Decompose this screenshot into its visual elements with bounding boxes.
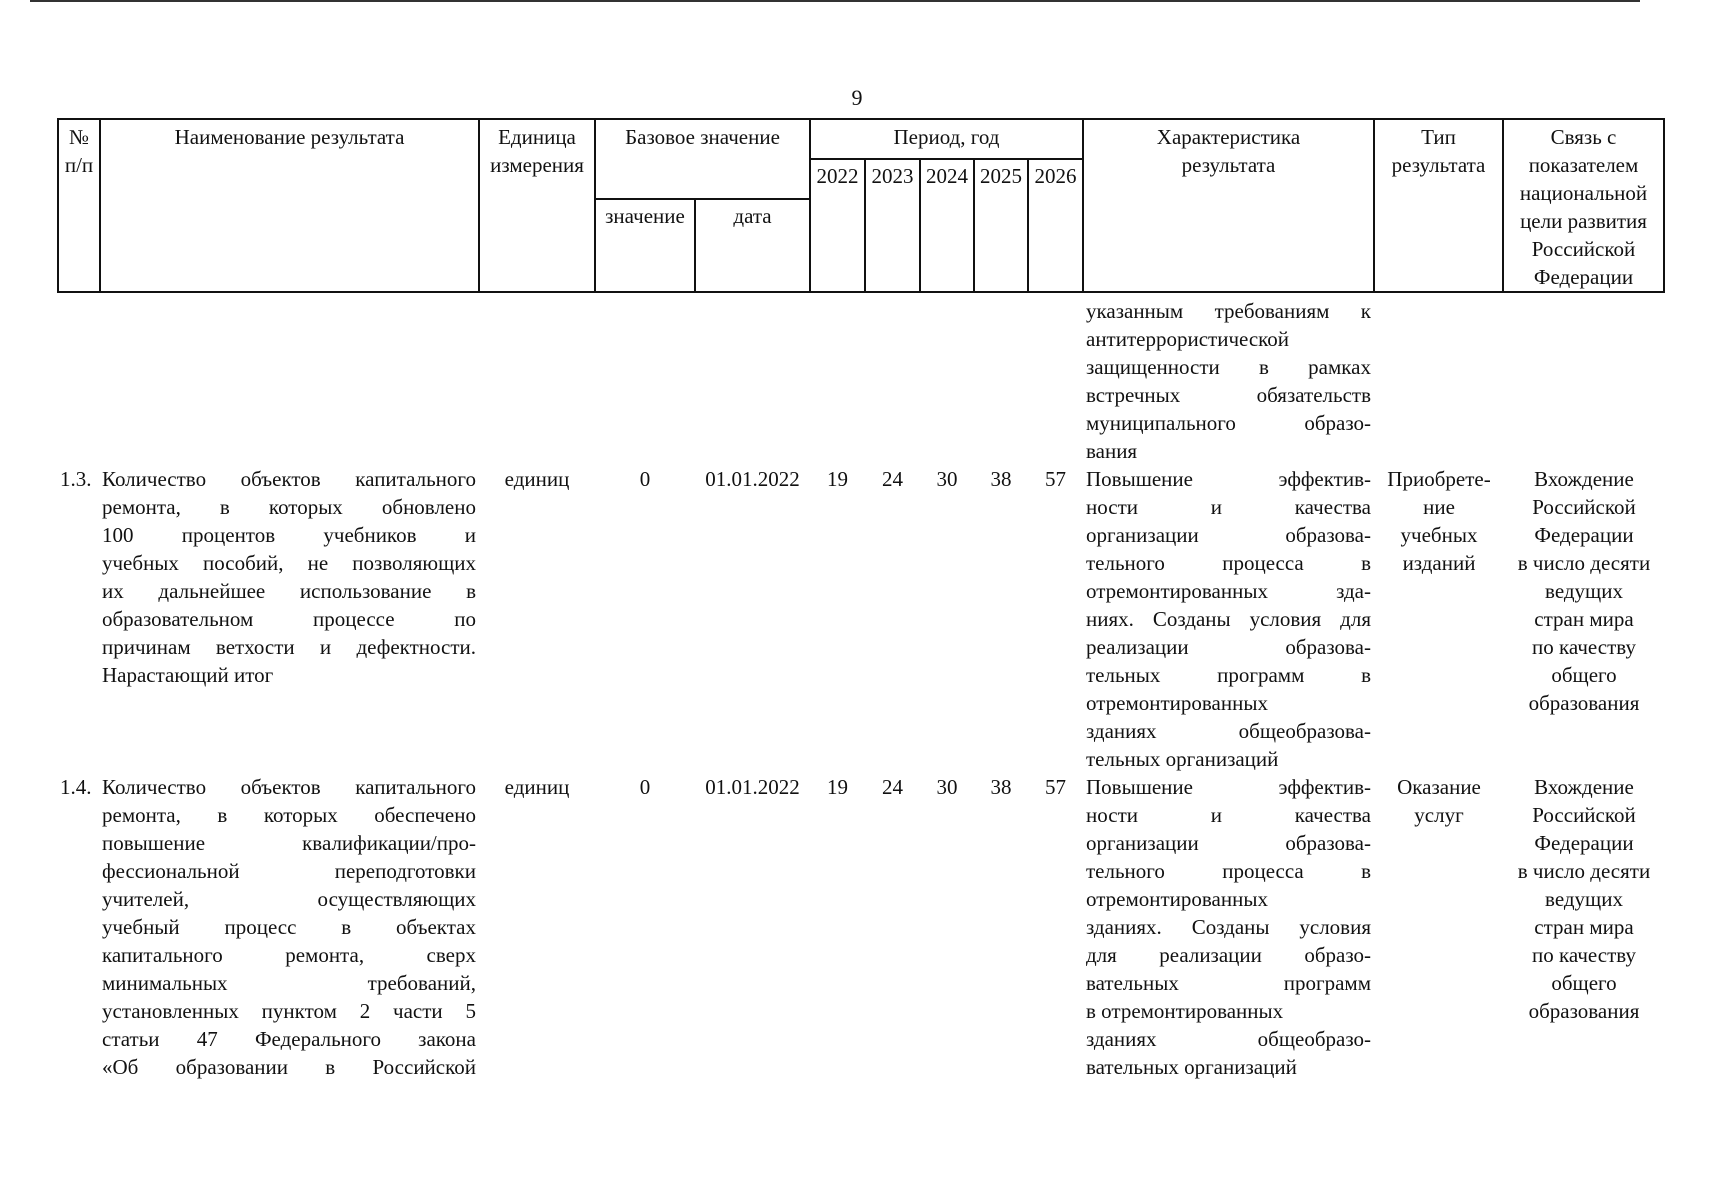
continuation-characteristic: указанным требованиям к антитеррористической защищенности в рамках встречных обязательств муниципального образо- вания xyxy=(1086,299,1371,463)
row-year-value: 24 xyxy=(882,467,903,491)
header-year: 2023 xyxy=(871,164,914,188)
row-name: Количество объектов капитального ремонта, в которых обеспечено повышение квалификации/про- фессиональной переподготовки учителей, осуществляющих учебный процесс в объектах капитального ремонта, сверх минимальных требований, установленных пунктом 2 части 5 статьи 47 Федерального закона «Об образовании в Российской xyxy=(102,775,476,1079)
header-base-date: дата xyxy=(733,204,772,228)
row-characteristic: Повышение эффектив- ности и качества организации образова- тельного процесса в отремонтированных зданиях. Созданы условия для реализации образо- вательных программ в отремонтированных зданиях общеобразо- вательных организаций xyxy=(1086,775,1371,1079)
header-characteristic: Характеристика результата xyxy=(1156,125,1301,177)
header-period: Период, год xyxy=(893,125,1000,149)
header-base-value: значение xyxy=(605,204,685,228)
row-base-value: 0 xyxy=(639,467,651,491)
page-number: 9 xyxy=(851,85,863,110)
header-top-border xyxy=(57,118,1664,120)
header-year: 2022 xyxy=(816,164,859,188)
row-year-value: 38 xyxy=(990,467,1012,491)
row-unit: единиц xyxy=(504,775,570,799)
row-year-value: 38 xyxy=(990,775,1012,799)
row-year-value: 19 xyxy=(827,775,848,799)
header-type: Тип результата xyxy=(1391,125,1486,177)
header-base: Базовое значение xyxy=(625,125,780,149)
row-link: Вхождение Российской Федерации в число десяти ведущих стран мира по качеству общего образования xyxy=(1517,467,1651,715)
header-link: Связь с показателем национальной цели развития Российской Федерации xyxy=(1519,125,1648,289)
header-year: 2025 xyxy=(980,164,1022,188)
row-year-value: 24 xyxy=(882,775,903,799)
col-border xyxy=(1663,118,1665,293)
period-subheader-border xyxy=(810,158,1083,160)
row-type: Приобрете- ние учебных изданий xyxy=(1387,467,1491,575)
row-base-date: 01.01.2022 xyxy=(705,467,800,491)
header-num: № п/п xyxy=(64,125,94,177)
row-unit: единиц xyxy=(504,467,570,491)
row-characteristic: Повышение эффектив- ности и качества организации образова- тельного процесса в отремонтированных зда- ниях. Созданы условия для реализации образова- тельных программ в отремонтированных зданиях общеобразова- тельных организаций xyxy=(1086,467,1371,771)
row-name: Количество объектов капитального ремонта, в которых обновлено 100 процентов учебников и учебных пособий, не позволяющих их дальнейшее использование в образовательном процессе по причинам ветхости и дефектности. Нарастающий итог xyxy=(102,467,476,687)
row-type: Оказание услуг xyxy=(1397,775,1481,827)
row-number: 1.3. xyxy=(60,467,92,491)
row-link: Вхождение Российской Федерации в число десяти ведущих стран мира по качеству общего образования xyxy=(1517,775,1651,1023)
row-year-value: 57 xyxy=(1045,775,1066,799)
top-rule xyxy=(30,0,1640,2)
row-year-value: 57 xyxy=(1045,467,1066,491)
row-year-value: 30 xyxy=(936,775,958,799)
row-number: 1.4. xyxy=(60,775,92,799)
header-year: 2026 xyxy=(1034,164,1077,188)
row-year-value: 19 xyxy=(827,467,848,491)
header-year: 2024 xyxy=(926,164,968,188)
row-year-value: 30 xyxy=(936,467,958,491)
header-name: Наименование результата xyxy=(174,125,405,149)
row-base-value: 0 xyxy=(639,775,651,799)
row-base-date: 01.01.2022 xyxy=(705,775,800,799)
base-subheader-border xyxy=(595,198,810,200)
header-bottom-border xyxy=(57,291,1664,293)
header-unit: Единица измерения xyxy=(490,125,584,177)
